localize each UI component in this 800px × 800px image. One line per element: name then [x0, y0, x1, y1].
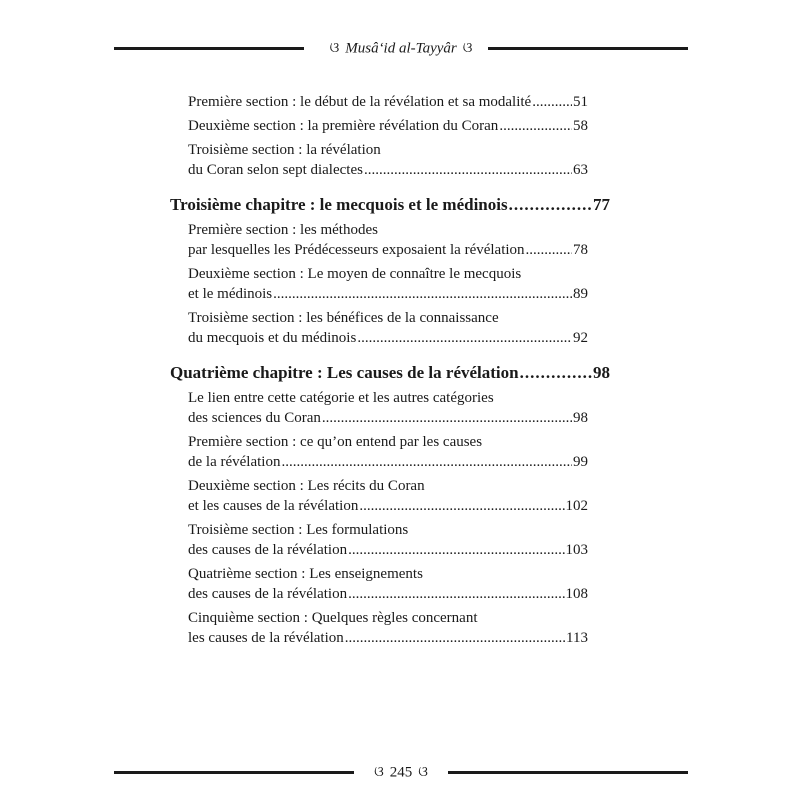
toc-entry[interactable] [188, 140, 588, 180]
chapter-page: 98 [593, 363, 610, 382]
dot-leader [509, 194, 592, 216]
table-of-contents [170, 92, 610, 648]
toc-entry-page: 51 [573, 94, 588, 110]
dot-leader [273, 284, 572, 304]
dot-leader [532, 92, 572, 112]
toc-entry-page: 58 [573, 118, 588, 134]
ornament-right-icon: ଓ [418, 764, 428, 780]
toc-entry-text: de la révélation [188, 454, 281, 470]
toc-entry[interactable] [188, 308, 588, 348]
toc-entry-line1: Le lien entre cette catégorie et les autres catégories [188, 390, 494, 406]
dot-leader [345, 628, 565, 648]
ornament-left-icon: ଓ [329, 40, 340, 56]
toc-entry[interactable] [188, 388, 588, 428]
toc-entry[interactable] [188, 116, 588, 136]
toc-entry-text: Première section : le début de la révélation et sa modalité [188, 94, 532, 110]
dot-leader [322, 408, 572, 428]
dot-leader [526, 240, 572, 260]
toc-entry[interactable] [188, 564, 588, 604]
dot-leader [364, 160, 572, 180]
dot-leader [348, 540, 564, 560]
toc-entry[interactable] [188, 520, 588, 560]
dot-leader [499, 116, 572, 136]
chapter-page: 77 [593, 195, 610, 214]
footer-rule [114, 762, 688, 782]
header-center [114, 38, 688, 58]
toc-entry-line1: Cinquième section : Quelques règles concernant [188, 610, 478, 626]
toc-entry-page: 113 [566, 630, 588, 646]
dot-leader [281, 452, 572, 472]
toc-entry[interactable] [188, 264, 588, 304]
toc-entry-page: 78 [573, 242, 588, 258]
toc-entry-line1: Première section : ce qu’on entend par les causes [188, 434, 483, 450]
toc-entry[interactable] [188, 92, 588, 112]
toc-entry-text: les causes de la révélation [188, 630, 344, 646]
toc-entry-text: des causes de la révélation [188, 542, 348, 558]
toc-entry[interactable] [188, 432, 588, 472]
toc-entry-page: 92 [573, 330, 588, 346]
toc-entry-line1: Troisième section : les bénéfices de la connaissance [188, 310, 499, 326]
chapter-title: Troisième chapitre : le mecquois et le médinois [170, 195, 508, 214]
toc-entry-line1: Troisième section : la révélation [188, 142, 381, 158]
header-rule [114, 38, 688, 58]
footer-center [114, 762, 688, 782]
toc-entry-page: 103 [565, 542, 588, 558]
toc-entry-text: et le médinois [188, 286, 273, 302]
toc-entry-page: 102 [565, 498, 588, 514]
toc-entry-line1: Troisième section : Les formulations [188, 522, 409, 538]
chapter-title: Quatrième chapitre : Les causes de la révélation [170, 363, 519, 382]
ornament-right-icon: ଓ [462, 40, 473, 56]
toc-entry-text: du Coran selon sept dialectes [188, 162, 363, 178]
dot-leader [359, 496, 564, 516]
toc-entry-line1: Deuxième section : Les récits du Coran [188, 478, 425, 494]
toc-entry-page: 89 [573, 286, 588, 302]
dot-leader [348, 584, 564, 604]
ornament-left-icon: ଓ [374, 764, 384, 780]
toc-entry-page: 99 [573, 454, 588, 470]
dot-leader [357, 328, 572, 348]
toc-entry-text: du mecquois et du médinois [188, 330, 357, 346]
toc-entry-page: 108 [565, 586, 588, 602]
toc-entry-text: des sciences du Coran [188, 410, 321, 426]
toc-entry-page: 98 [573, 410, 588, 426]
toc-entry-text: et les causes de la révélation [188, 498, 359, 514]
page-number: 245 [389, 764, 413, 781]
toc-entry-line1: Première section : les méthodes [188, 222, 378, 238]
toc-entry-text: par lesquelles les Prédécesseurs exposaient la révélation [188, 242, 525, 258]
toc-entry[interactable] [188, 220, 588, 260]
toc-entry-text: Deuxième section : la première révélation du Coran [188, 118, 499, 134]
toc-entry-line1: Quatrième section : Les enseignements [188, 566, 423, 582]
toc-entry-line1: Deuxième section : Le moyen de connaître le mecquois [188, 266, 522, 282]
toc-entry[interactable] [188, 608, 588, 648]
running-head: Musâ‘id al-Tayyâr [345, 40, 457, 57]
dot-leader [520, 362, 592, 384]
toc-entry-text: des causes de la révélation [188, 586, 348, 602]
chapter-heading[interactable] [170, 194, 610, 216]
chapter-heading[interactable] [170, 362, 610, 384]
toc-entry-page: 63 [573, 162, 588, 178]
toc-entry[interactable] [188, 476, 588, 516]
